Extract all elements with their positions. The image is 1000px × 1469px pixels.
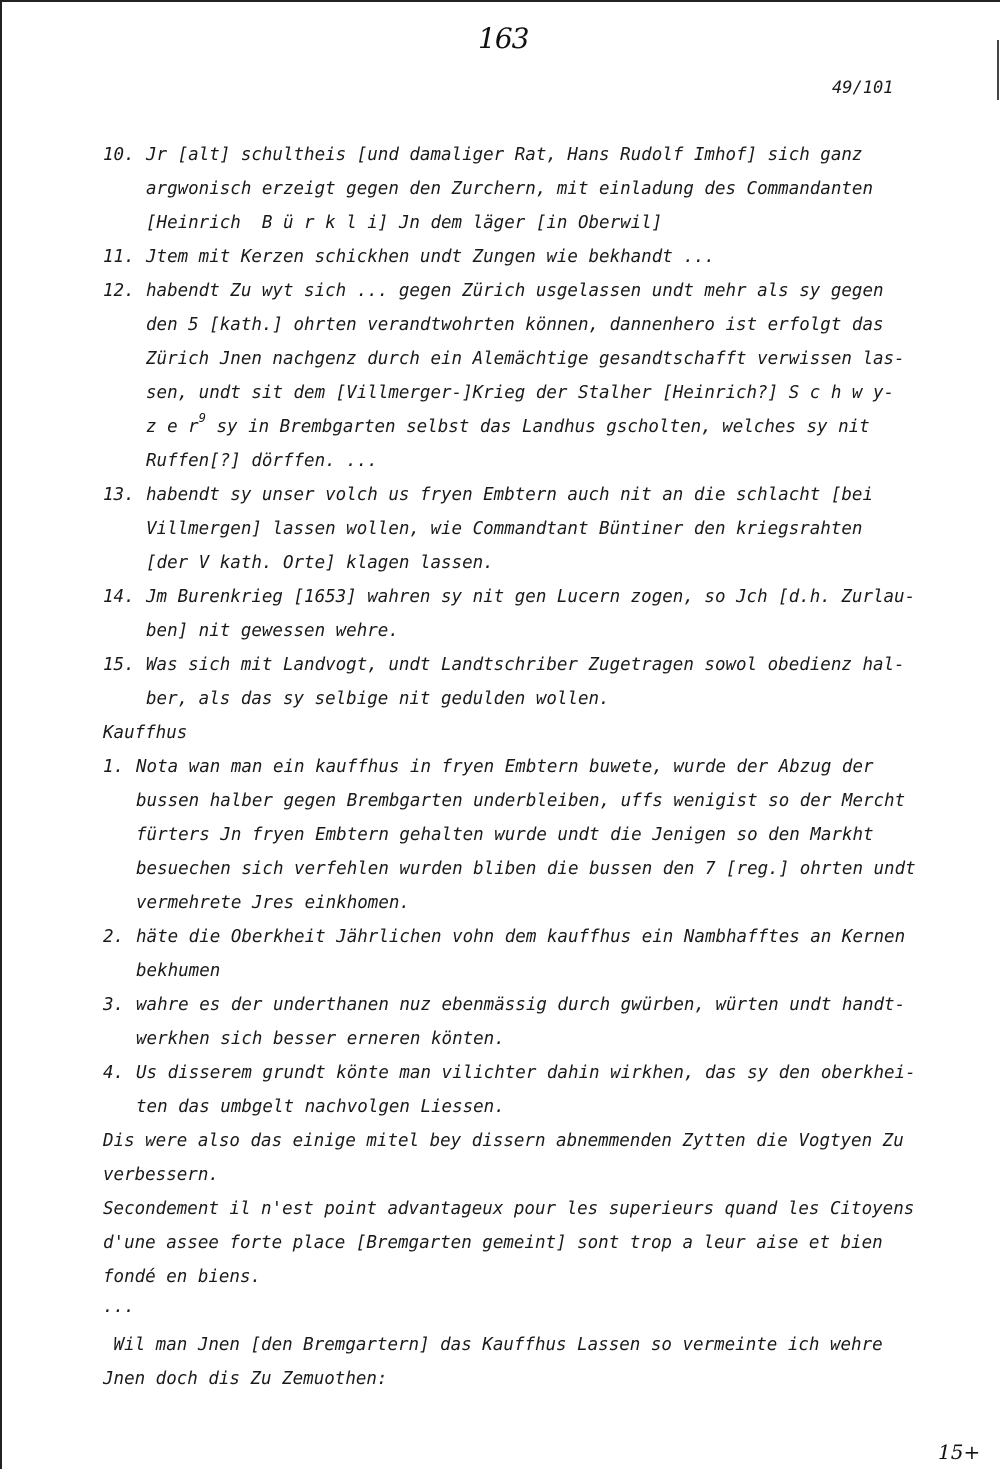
line-num: 15. [103,655,135,675]
text-line: bussen halber gegen Brembgarten underbleiben, uffs wenigist so der Mercht [136,791,906,811]
page-border-left [0,0,2,1469]
text-line: Villmergen] lassen wollen, wie Commandtant Büntiner den kriegsrahten [146,519,863,539]
text-line: vermehrete Jres einkhomen. [136,893,410,913]
text-line: Wil man Jnen [den Bremgartern] das Kauffhus Lassen so vermeinte ich wehre [103,1335,883,1355]
text-line: Secondement il n'est point advantageux pour les superieurs quand les Citoyens [103,1199,915,1219]
text-line: d'une assee forte place [Bremgarten gemeint] sont trop a leur aise et bien [103,1233,883,1253]
text-line: [Heinrich B ü r k l i] Jn dem läger [in Oberwil] [146,213,663,233]
line-num: 13. [103,485,135,505]
text-line: häte die Oberkheit Jährlichen vohn dem kauffhus ein Nambhafftes an Kernen [136,927,906,947]
line-num: 4. [103,1063,125,1083]
text-line: Nota wan man ein kauffhus in fryen Embtern buwete, wurde der Abzug der [136,757,874,777]
text-line: [der V kath. Orte] klagen lassen. [146,553,494,573]
text-line: fondé en biens. [103,1267,262,1287]
text-line: Jtem mit Kerzen schickhen undt Zungen wie bekhandt ... [146,247,715,267]
text-line: habendt sy unser volch us fryen Embtern auch nit an die schlacht [bei [146,485,873,505]
line-num: 12. [103,281,135,301]
page-border-top [0,0,1000,2]
page-border-right-mark [997,40,999,100]
text-line: Dis were also das einige mitel bey dissern abnemmenden Zytten die Vogtyen Zu [103,1131,904,1151]
text-line: fürters Jn fryen Embtern gehalten wurde undt die Jenigen so den Markht [136,825,874,845]
handwritten-page-number: 163 [478,22,529,55]
text-line: Jm Burenkrieg [1653] wahren sy nit gen Lucern zogen, so Jch [d.h. Zurlau- [146,587,916,607]
ellipsis-line: ... [103,1297,135,1317]
line-num: 11. [103,247,135,267]
text-line: Zürich Jnen nachgenz durch ein Alemächtige gesandtschafft verwissen las- [146,349,905,369]
text-line: Was sich mit Landvogt, undt Landtschriber Zugetragen sowol obedienz hal- [146,655,905,675]
text-line: ber, als das sy selbige nit gedulden wollen. [146,689,610,709]
text-line: Jr [alt] schultheis [und damaliger Rat, Hans Rudolf Imhof] sich ganz [146,145,863,165]
text-line: den 5 [kath.] ohrten verandtwohrten können, dannenhero ist erfolgt das [146,315,884,335]
section-heading: Kauffhus [103,723,188,743]
text-line: ten das umbgelt nachvolgen Liessen. [136,1097,505,1117]
text-line: Us disserem grundt könte man vilichter dahin wirkhen, das sy den oberkhei- [136,1063,916,1083]
footnote-superscript: 9 [198,411,206,425]
text-line [146,411,870,437]
line-num: 1. [103,757,125,777]
text-line: sen, undt sit dem [Villmerger-]Krieg der Stalher [Heinrich?] S c h w y- [146,383,895,403]
line-num: 10. [103,145,135,165]
page-reference: 49/101 [832,78,894,98]
text-line: besuechen sich verfehlen wurden bliben die bussen den 7 [reg.] ohrten undt [136,859,916,879]
text-line: Jnen doch dis Zu Zemuothen: [103,1369,388,1389]
line-num: 2. [103,927,125,947]
text-segment: z e r [146,417,199,437]
text-line: habendt Zu wyt sich ... gegen Zürich usgelassen undt mehr als sy gegen [146,281,884,301]
text-line: verbessern. [103,1165,219,1185]
handwritten-folio-mark: 15+ [938,1440,981,1464]
text-line: argwonisch erzeigt gegen den Zurchern, mit einladung des Commandanten [146,179,873,199]
text-line: ben] nit gewessen wehre. [146,621,399,641]
line-num: 3. [103,995,125,1015]
text-segment: sy in Brembgarten selbst das Landhus gscholten, welches sy nit [205,417,870,437]
text-line: werkhen sich besser erneren könten. [136,1029,505,1049]
line-num: 14. [103,587,135,607]
text-line: Ruffen[?] dörffen. ... [146,451,378,471]
text-line: wahre es der underthanen nuz ebenmässig durch gwürben, würten undt handt- [136,995,906,1015]
text-line: bekhumen [136,961,221,981]
